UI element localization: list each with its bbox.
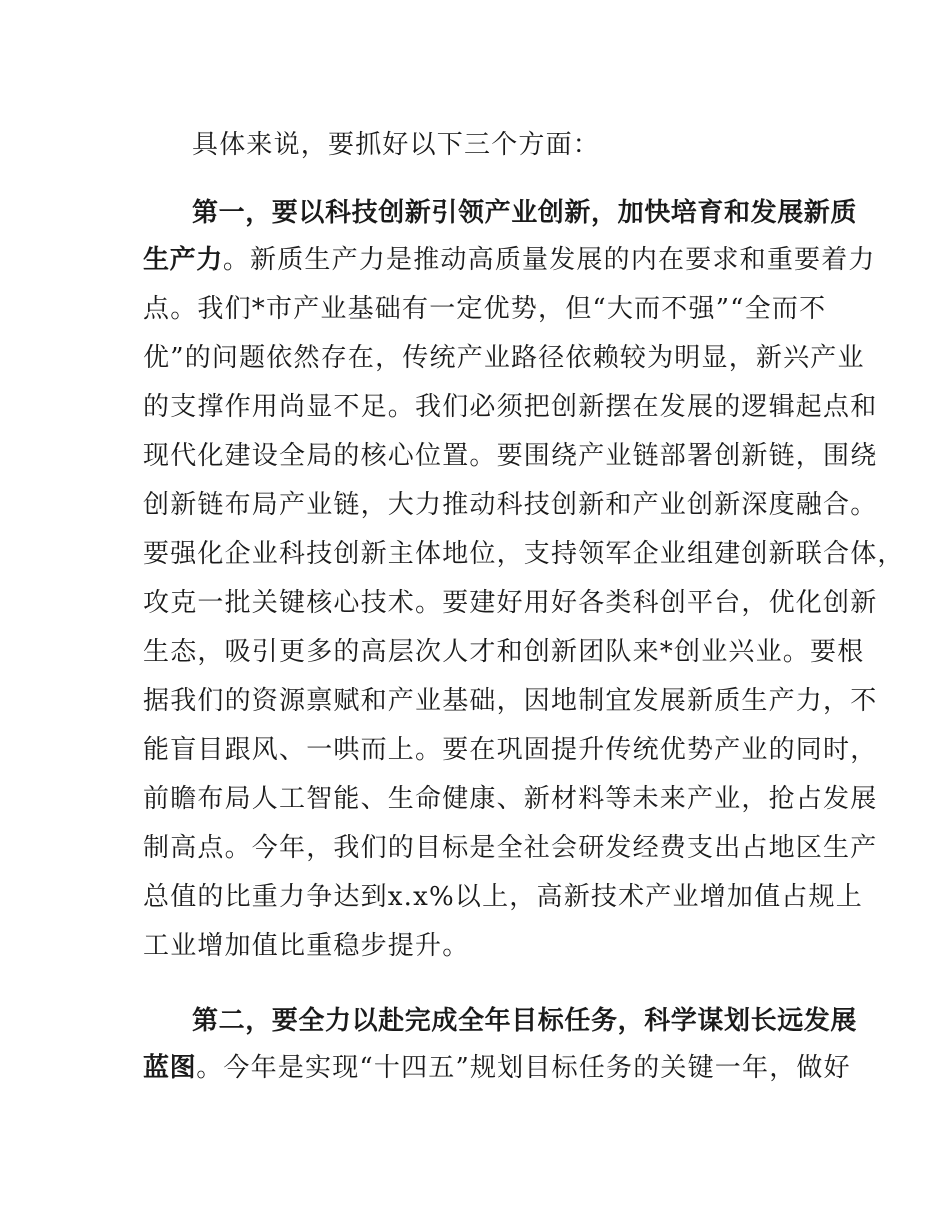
section1-line-4: 的支撑作用尚显不足。我们必须把创新摆在发展的逻辑起点和 [143, 392, 878, 422]
section1-line-14: 总值的比重力争达到x.x%以上，高新技术产业增加值占规上 [143, 882, 863, 912]
section1-heading-line2: 生产力 [143, 245, 223, 275]
section1-line-2: 点。我们*市产业基础有一定优势，但“大而不强”“全而不 [143, 294, 827, 324]
section1-line-5: 现代化建设全局的核心位置。要围绕产业链部署创新链，围绕 [143, 441, 878, 471]
section2-line-1 [143, 1051, 851, 1085]
section1-line-15: 工业增加值比重稳步提升。 [143, 931, 470, 961]
section1-line-9: 生态，吸引更多的高层次人才和创新团队来*创业兴业。要根 [143, 637, 865, 667]
section1-line-6: 创新链布局产业链，大力推动科技创新和产业创新深度融合。 [143, 490, 878, 520]
section1-line-8: 攻克一批关键核心技术。要建好用好各类科创平台，优化创新 [143, 588, 878, 618]
section1-heading-line1: 第一，要以科技创新引领产业创新，加快培育和发展新质 [192, 198, 858, 228]
section1-line-11: 能盲目跟风、一哄而上。要在巩固提升传统优势产业的同时， [143, 735, 878, 765]
intro-paragraph: 具体来说，要抓好以下三个方面： [192, 130, 601, 160]
section2-body-line1-tail: 。今年是实现“十四五”规划目标任务的关键一年，做好 [196, 1053, 851, 1083]
section1-line-10: 据我们的资源禀赋和产业基础，因地制宜发展新质生产力，不 [143, 686, 878, 716]
section1-line-3: 优”的问题依然存在，传统产业路径依赖较为明显，新兴产业 [143, 343, 865, 373]
section1-line-12: 前瞻布局人工智能、生命健康、新材料等未来产业，抢占发展 [143, 784, 878, 814]
section1-line-13: 制高点。今年，我们的目标是全社会研发经费支出占地区生产 [143, 833, 878, 863]
section1-line-1 [143, 243, 876, 277]
section1-body-line1-tail: 。新质生产力是推动高质量发展的内在要求和重要着力 [222, 245, 876, 275]
section2-heading-line2: 蓝图 [143, 1053, 197, 1083]
section2-heading-line1: 第二，要全力以赴完成全年目标任务，科学谋划长远发展 [192, 1006, 858, 1036]
section1-line-7: 要强化企业科技创新主体地位，支持领军企业组建创新联合体， [143, 539, 905, 569]
